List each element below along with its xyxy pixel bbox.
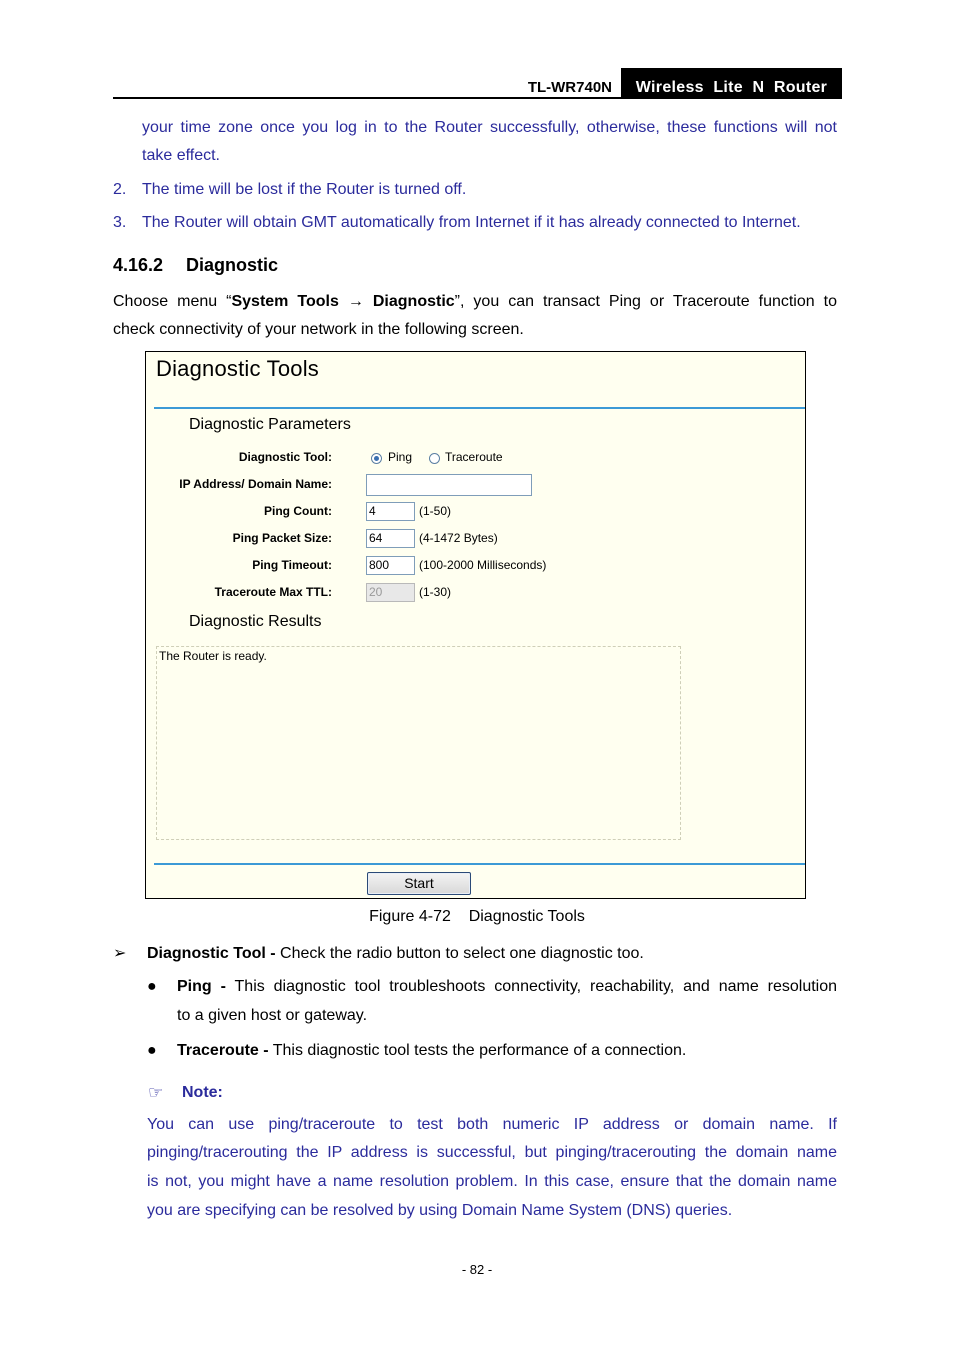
panel-bottom-rule (154, 863, 805, 865)
pointing-hand-icon: ☞ (148, 1083, 164, 1102)
desc-ping-line-1 (177, 973, 837, 1001)
tool-label: Diagnostic Tool: (238, 450, 332, 464)
section-number: 4.16.2 (113, 255, 164, 275)
section-paragraph-line-1 (113, 288, 837, 316)
para-prefix: Choose menu “ (113, 293, 232, 310)
note-line: you are specifying can be resolved by using Domain Name System (DNS) queries. (147, 1202, 733, 1219)
page-number: - 82 - (461, 1262, 493, 1277)
ping-option-label: Ping (388, 450, 413, 464)
header-model: TL-WR740N (527, 79, 612, 96)
note-label: Note: (182, 1084, 223, 1101)
ping-radio[interactable] (371, 453, 382, 464)
panel-top-rule (154, 407, 805, 409)
timeout-label: Ping Timeout: (252, 558, 332, 572)
count-input[interactable]: 4 (366, 502, 415, 521)
desc-term: Ping - (177, 978, 226, 995)
arrow-icon: → (347, 293, 364, 310)
results-text: The Router is ready. (159, 649, 267, 663)
bullet-icon: ● (147, 978, 157, 995)
desc-ping-line-2: to a given host or gateway. (177, 1007, 368, 1024)
intro-line-2: take effect. (142, 147, 220, 164)
traceroute-option-label: Traceroute (445, 450, 503, 464)
ttl-input: 20 (366, 583, 415, 602)
timeout-hint: (100-2000 Milliseconds) (419, 558, 547, 572)
note-line: You can use ping/traceroute to test both numeric IP address or domain name. If (147, 1116, 837, 1133)
size-label: Ping Packet Size: (232, 531, 332, 545)
desc-term: Diagnostic Tool - (147, 945, 276, 962)
note-line: pinging/tracerouting the IP address is successful, but pinging/tracerouting the domain name (147, 1144, 837, 1161)
desc-text: This diagnostic tool troubleshoots connectivity, reachability, and name resolution (225, 978, 838, 995)
timeout-input[interactable]: 800 (366, 556, 415, 575)
traceroute-radio[interactable] (429, 453, 440, 464)
ttl-hint: (1-30) (419, 585, 452, 599)
arrow-bullet-icon: ➢ (113, 945, 127, 962)
header-product: Wireless Lite N Router (621, 68, 842, 99)
params-title: Diagnostic Parameters (189, 416, 351, 433)
results-title: Diagnostic Results (189, 613, 322, 630)
intro-line-1: your time zone once you log in to the Router successfully, otherwise, these functions will not (142, 119, 837, 136)
desc-diagnostic-tool (147, 940, 644, 968)
diagnostic-tools-panel (145, 351, 806, 899)
panel-title: Diagnostic Tools (156, 356, 319, 381)
ip-label: IP Address/ Domain Name: (179, 477, 332, 491)
section-paragraph-line-2: check connectivity of your network in the following screen. (113, 321, 524, 338)
header-rule (113, 97, 842, 99)
start-button[interactable]: Start (367, 872, 471, 895)
note-line: is not, you might have a name resolution problem. In this case, ensure that the domain name (147, 1173, 837, 1190)
desc-text: This diagnostic tool tests the performance of a connection. (268, 1042, 687, 1059)
size-hint: (4-1472 Bytes) (419, 531, 498, 545)
list-item: The Router will obtain GMT automatically from Internet if it has already connected to Internet. (142, 214, 801, 231)
list-number: 2. (113, 181, 127, 198)
list-number: 3. (113, 214, 127, 231)
figure-caption: Figure 4-72 Diagnostic Tools (369, 908, 585, 925)
desc-text: Check the radio button to select one diagnostic too. (275, 945, 644, 962)
ttl-label: Traceroute Max TTL: (214, 585, 332, 599)
bullet-icon: ● (147, 1042, 157, 1059)
desc-term: Traceroute - (177, 1042, 269, 1059)
results-area (156, 646, 681, 840)
menu-diagnostic: Diagnostic (372, 293, 455, 310)
list-item: The time will be lost if the Router is turned off. (142, 181, 467, 198)
section-title: Diagnostic (186, 255, 279, 275)
count-label: Ping Count: (264, 504, 332, 518)
desc-traceroute (177, 1037, 686, 1065)
count-hint: (1-50) (419, 504, 452, 518)
para-rest: ”, you can transact Ping or Traceroute function to (454, 293, 837, 310)
size-input[interactable]: 64 (366, 529, 415, 548)
menu-system-tools: System Tools (231, 293, 339, 310)
ip-input[interactable] (366, 474, 532, 496)
